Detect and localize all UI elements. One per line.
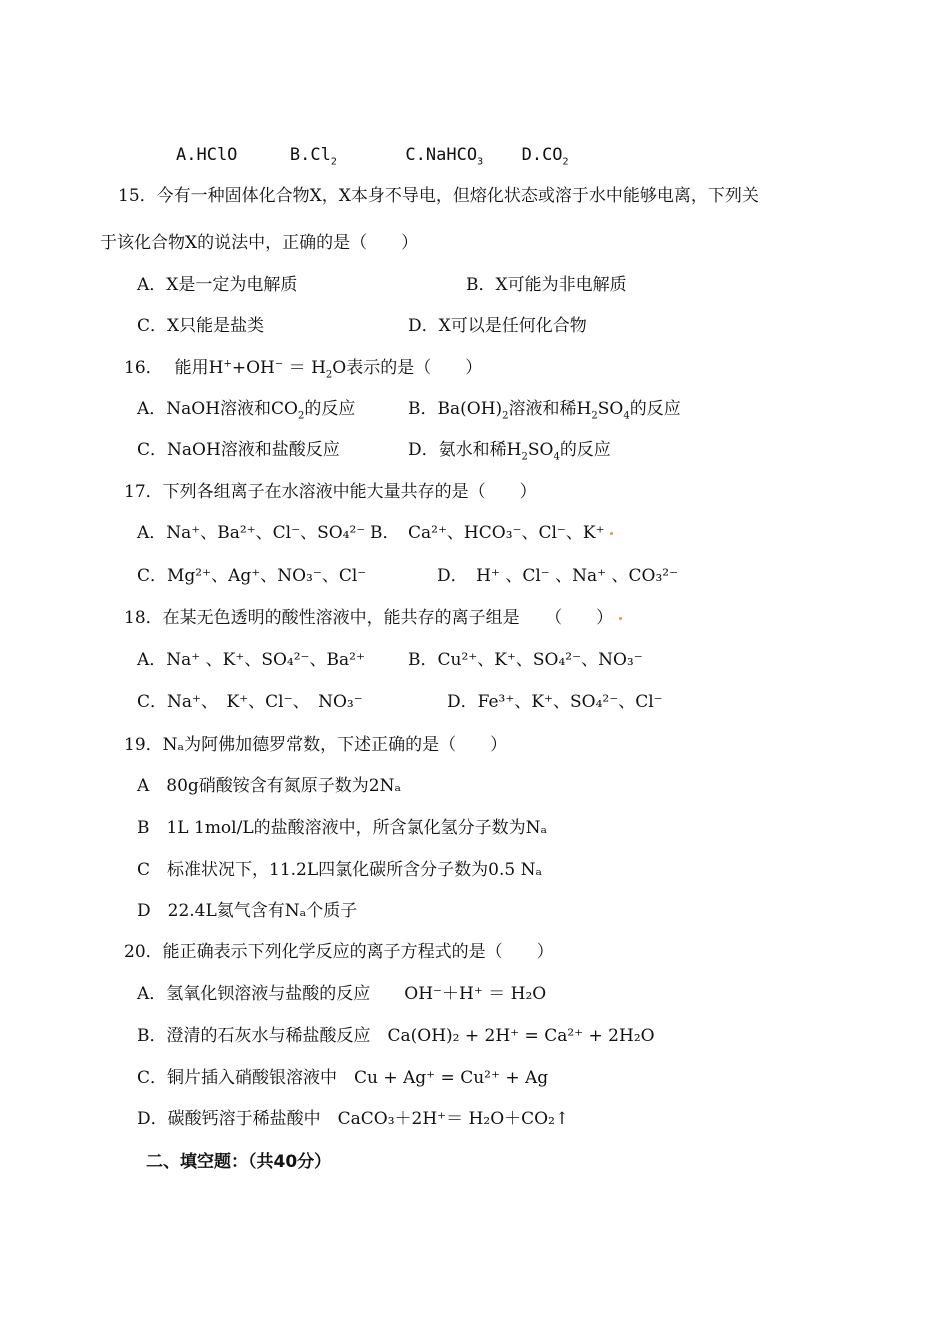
- q14-options: [176, 144, 569, 166]
- q15-option-a: A．X是一定为电解质: [137, 275, 298, 295]
- q19-option-d: D 22.4L氦气含有Nₐ个质子: [137, 901, 358, 921]
- marker-dot: [619, 617, 622, 620]
- q17-option-c: C．Mg²⁺、Ag⁺、NO₃⁻、Cl⁻: [137, 566, 367, 586]
- q15-option-c: C．X只能是盐类: [137, 316, 265, 336]
- q20-option-a: A．氢氧化钡溶液与盐酸的反应 OH⁻＋H⁺ ＝ H₂O: [137, 984, 547, 1004]
- marker-dot: [610, 532, 613, 535]
- q14-option-c: C.NaHCO$_3$: [405, 145, 484, 168]
- q18-option-d: D．Fe³⁺、K⁺、SO₄²⁻、Cl⁻: [447, 692, 663, 712]
- q19-stem: 19．Nₐ为阿佛加德罗常数，下述正确的是（ ）: [124, 735, 508, 755]
- q16-option-b: B．$Ba(OH)_2$溶液和稀$H_2SO_4$的反应: [408, 399, 681, 422]
- q16-option-d: D．氨水和稀$H_2SO_4$的反应: [408, 440, 611, 463]
- q15-stem-line-1: 15．今有一种固体化合物X，X本身不导电，但熔化状态或溶于水中能够电离，下列关: [118, 186, 759, 206]
- q15-option-d: D．X可以是任何化合物: [408, 316, 587, 336]
- q20-option-b: B．澄清的石灰水与稀盐酸反应 Ca(OH)₂ + 2H⁺ = Ca²⁺ + 2H₂O: [137, 1026, 655, 1046]
- section-2-heading: 二、填空题：（共40分）: [146, 1152, 332, 1172]
- q17-stem: 17．下列各组离子在水溶液中能大量共存的是（ ）: [124, 482, 537, 502]
- q14-option-b: $B.Cl_2$: [289, 145, 337, 168]
- q17-option-a: A．Na⁺、Ba²⁺、Cl⁻、SO₄²⁻: [137, 523, 366, 543]
- q14-option-d: $D.CO_2$: [521, 145, 569, 168]
- q16-stem: 16． 能用$H^++OH^- = H_2O$表示的是（ ）: [124, 358, 483, 381]
- q17-option-b: B． Ca²⁺、HCO₃⁻、Cl⁻、K⁺: [370, 522, 613, 544]
- q20-option-d: D．碳酸钙溶于稀盐酸中 CaCO₃＋2H⁺＝ H₂O＋CO₂↑: [137, 1109, 570, 1129]
- q18-option-c: C．Na⁺、 K⁺、Cl⁻、 NO₃⁻: [137, 692, 363, 712]
- q19-option-b: B 1L 1mol/L的盐酸溶液中，所含氯化氢分子数为Nₐ: [137, 818, 548, 838]
- q18-option-a: A．Na⁺ 、K⁺、SO₄²⁻、Ba²⁺: [137, 650, 365, 670]
- q18-stem: 18．在某无色透明的酸性溶液中，能共存的离子组是 （ ）: [124, 607, 622, 629]
- q15-stem-line-2: 于该化合物X的说法中，正确的是（ ）: [100, 233, 419, 253]
- q16-option-c: C．NaOH溶液和盐酸反应: [137, 440, 340, 460]
- q16-option-a: A．NaOH溶液和$CO_2$的反应: [137, 399, 356, 422]
- q15-option-b: B．X可能为非电解质: [466, 275, 627, 295]
- q20-option-c: C．铜片插入硝酸银溶液中 Cu + Ag⁺ = Cu²⁺ + Ag: [137, 1068, 549, 1088]
- q19-option-a: A 80g硝酸铵含有氮原子数为2Nₐ: [137, 776, 402, 796]
- q14-option-a: A.HClO: [176, 145, 238, 165]
- q17-option-d: D． H⁺ 、Cl⁻ 、Na⁺ 、CO₃²⁻: [437, 566, 679, 586]
- q18-option-b: B．Cu²⁺、K⁺、SO₄²⁻、NO₃⁻: [408, 650, 643, 670]
- q19-option-c: C 标准状况下，11.2L四氯化碳所含分子数为0.5 Nₐ: [137, 860, 543, 880]
- q20-stem: 20．能正确表示下列化学反应的离子方程式的是（ ）: [124, 942, 554, 962]
